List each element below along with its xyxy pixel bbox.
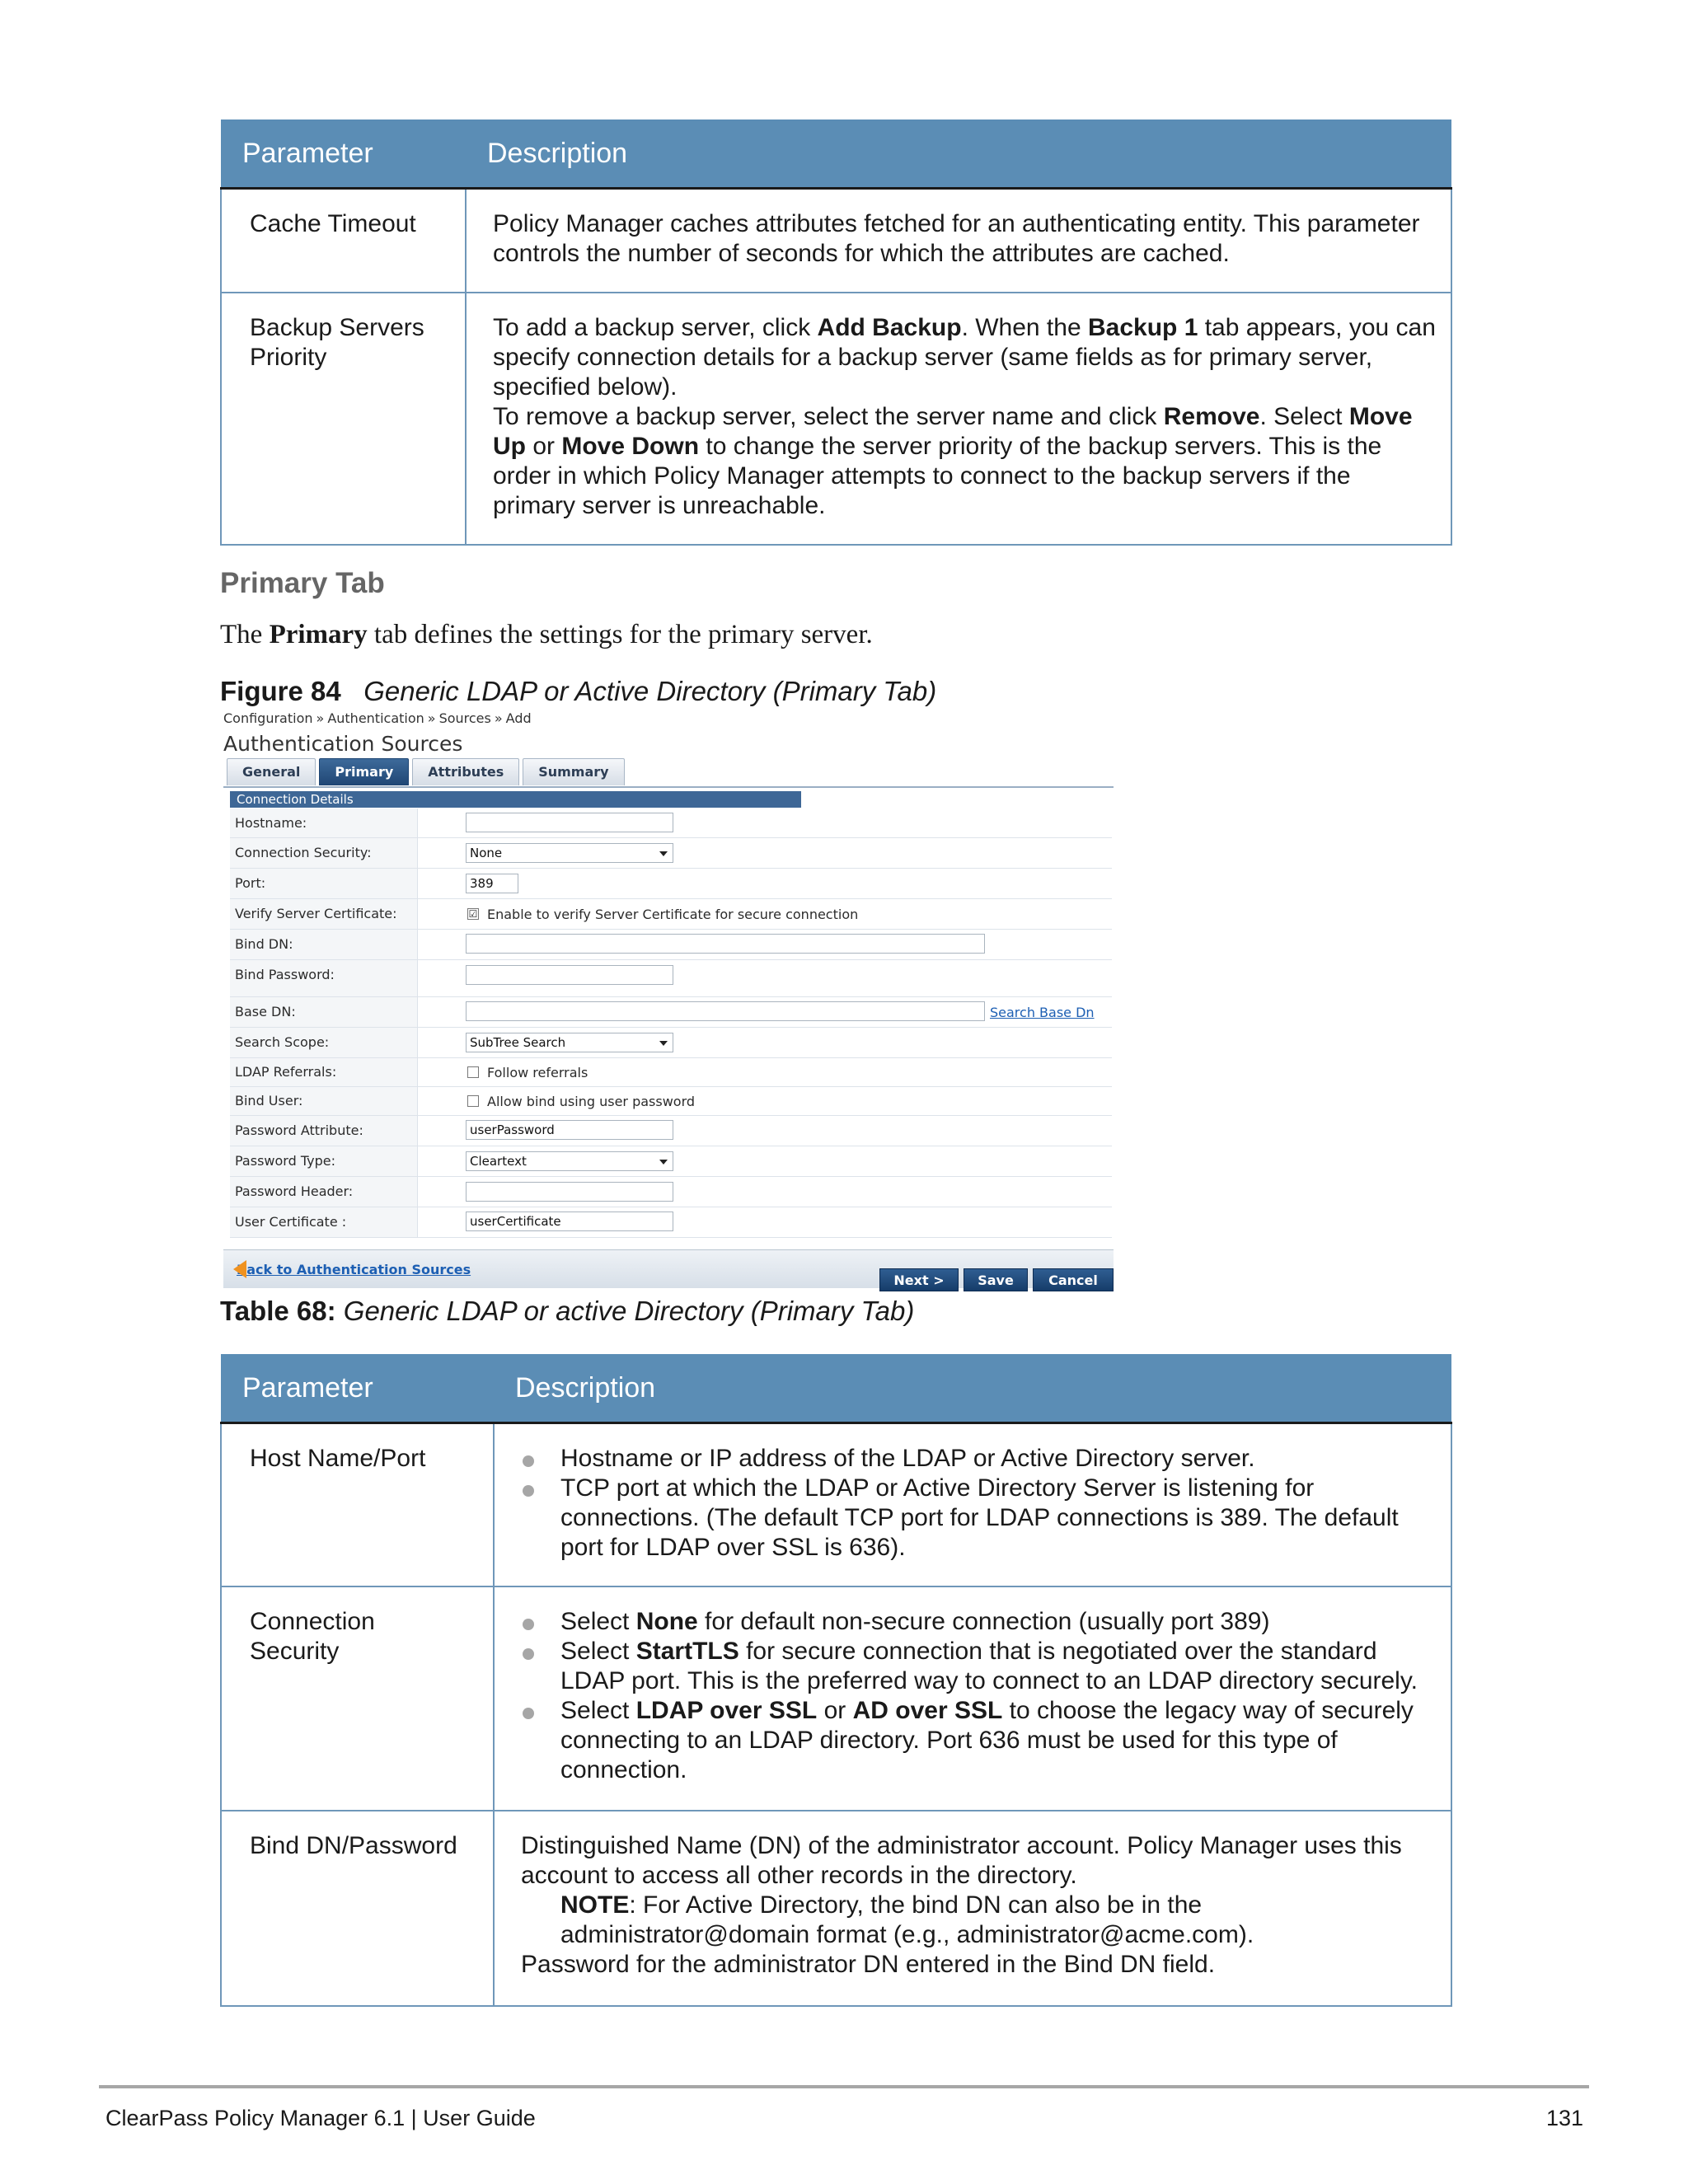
header-description: Description bbox=[494, 1354, 1451, 1423]
table-row bbox=[221, 293, 1451, 545]
breadcrumb-item[interactable]: Authentication bbox=[327, 710, 424, 726]
form-row-password-header bbox=[230, 1177, 1112, 1207]
chevron-down-icon bbox=[659, 851, 668, 856]
password-header-input[interactable] bbox=[466, 1182, 673, 1202]
param-cell bbox=[221, 1811, 494, 2006]
desc-cell bbox=[494, 1586, 1451, 1811]
back-link[interactable]: Back to Authentication Sources bbox=[237, 1262, 471, 1277]
bullet-list bbox=[521, 1444, 1439, 1563]
base-dn-input[interactable] bbox=[466, 1001, 985, 1021]
desc-add-backup: To add a backup server, click Add Backup. When the Backup 1 tab appears, you can specify connection details for a backup server (same fields as for primary server, specified below). bbox=[493, 314, 1436, 401]
desc-cell bbox=[494, 1811, 1451, 2006]
desc-remove-backup: To remove a backup server, select the server name and click Remove. Select Move Up or Move Down to change the server priority of the backup servers. This is the order in which Policy Manager attempts to connect to the backup servers if the primary server is unreachable. bbox=[493, 403, 1413, 519]
breadcrumb-item: Add bbox=[505, 710, 532, 726]
field-label: Password Type: bbox=[230, 1146, 418, 1176]
field-label: Bind User: bbox=[230, 1087, 418, 1115]
password-type-select[interactable]: Cleartext bbox=[466, 1151, 673, 1171]
bind-password-input[interactable] bbox=[466, 965, 673, 985]
param-priority: Priority bbox=[250, 344, 327, 371]
table-caption: Table 68: Generic LDAP or active Directory (Primary Tab) bbox=[220, 1296, 915, 1326]
table-row bbox=[221, 1423, 1451, 1587]
desc-cell bbox=[466, 293, 1451, 545]
note: NOTE: For Active Directory, the bind DN can also be in the administrator@domain format (e.g., administrator@acme.com). bbox=[560, 1891, 1254, 1948]
bullet-list bbox=[521, 1607, 1439, 1785]
user-certificate-input[interactable]: userCertificate bbox=[466, 1212, 673, 1231]
next-button[interactable]: Next > bbox=[879, 1268, 959, 1291]
form-row-password-attribute bbox=[230, 1116, 1112, 1146]
tab-summary[interactable]: Summary bbox=[523, 758, 624, 785]
tab-primary[interactable]: Primary bbox=[319, 758, 409, 785]
verify-cert-checkbox-label: Enable to verify Server Certificate for secure connection bbox=[487, 907, 859, 922]
back-arrow-icon bbox=[233, 1260, 246, 1278]
table-row bbox=[221, 1811, 1451, 2006]
form-row-bind-user bbox=[230, 1087, 1112, 1116]
parameter-table-bottom bbox=[220, 1354, 1452, 2007]
param-cell bbox=[221, 293, 466, 545]
field-label: Verify Server Certificate: bbox=[230, 899, 418, 929]
list-item: Hostname or IP address of the LDAP or Active Directory server. bbox=[521, 1444, 1439, 1474]
figure-caption: Figure 84 Generic LDAP or Active Directory (Primary Tab) bbox=[220, 676, 937, 706]
param-cell bbox=[221, 189, 466, 293]
field-label: Search Scope: bbox=[230, 1028, 418, 1057]
field-label: Bind Password: bbox=[230, 960, 418, 996]
desc-cell bbox=[466, 189, 1451, 293]
parameter-table-top bbox=[220, 120, 1452, 546]
breadcrumb-item[interactable]: Sources bbox=[438, 710, 491, 726]
breadcrumb-separator: » bbox=[427, 710, 436, 726]
port-input[interactable]: 389 bbox=[466, 874, 518, 893]
password-attribute-input[interactable]: userPassword bbox=[466, 1120, 673, 1140]
form-row-port bbox=[230, 869, 1112, 899]
search-scope-select[interactable]: SubTree Search bbox=[466, 1033, 673, 1052]
breadcrumb-separator: » bbox=[316, 710, 325, 726]
param-cell bbox=[221, 1586, 494, 1811]
section-heading: Primary Tab bbox=[220, 567, 385, 599]
table-row bbox=[221, 1586, 1451, 1811]
page-number: 131 bbox=[1546, 2106, 1584, 2130]
search-base-dn-link[interactable]: Search Base Dn bbox=[990, 1005, 1095, 1020]
form-row-base-dn bbox=[230, 997, 1112, 1028]
bind-user-checkbox-label: Allow bind using user password bbox=[487, 1094, 696, 1109]
save-button[interactable]: Save bbox=[964, 1268, 1028, 1291]
tab-bar bbox=[227, 758, 625, 786]
form-row-hostname bbox=[230, 808, 1112, 838]
desc-bind-password: Password for the administrator DN entered in the Bind DN field. bbox=[521, 1951, 1216, 1978]
form-row-user-certificate bbox=[230, 1207, 1112, 1238]
header-description: Description bbox=[466, 120, 1451, 189]
field-label: LDAP Referrals: bbox=[230, 1058, 418, 1086]
tab-divider bbox=[223, 786, 1114, 788]
tab-attributes[interactable]: Attributes bbox=[412, 758, 519, 785]
table-row bbox=[221, 189, 1451, 293]
param-bind-dn-password: Bind DN/Password bbox=[250, 1832, 457, 1859]
chevron-down-icon bbox=[659, 1041, 668, 1046]
header-parameter: Parameter bbox=[221, 1354, 494, 1423]
bind-user-checkbox[interactable] bbox=[467, 1095, 479, 1107]
form-row-ldap-referrals bbox=[230, 1058, 1112, 1087]
param-backup-servers: Backup Servers bbox=[250, 314, 424, 341]
list-item: Select None for default non-secure connection (usually port 389) bbox=[521, 1607, 1439, 1637]
footer-document-title: ClearPass Policy Manager 6.1 | User Guide bbox=[106, 2106, 536, 2130]
connection-security-select[interactable]: None bbox=[466, 843, 673, 863]
breadcrumb bbox=[223, 710, 532, 726]
desc-bind-dn: Distinguished Name (DN) of the administrator account. Policy Manager uses this account to access all other records in the directory. bbox=[521, 1832, 1402, 1889]
bind-dn-input[interactable] bbox=[466, 934, 985, 954]
list-item: Select LDAP over SSL or AD over SSL to choose the legacy way of securely connecting to an LDAP directory. Port 636 must be used for this type of connection. bbox=[521, 1696, 1439, 1785]
footer-divider bbox=[99, 2085, 1589, 2088]
form-footer bbox=[223, 1249, 1114, 1288]
field-label: Port: bbox=[230, 869, 418, 898]
follow-referrals-checkbox-label: Follow referrals bbox=[487, 1065, 588, 1080]
page-title: Authentication Sources bbox=[223, 732, 463, 756]
field-label: User Certificate : bbox=[230, 1207, 418, 1237]
param-cell bbox=[221, 1423, 494, 1587]
hostname-input[interactable] bbox=[466, 813, 673, 832]
body-paragraph: The Primary tab defines the settings for the primary server. bbox=[220, 620, 873, 649]
form-row-search-scope bbox=[230, 1028, 1112, 1058]
field-label: Bind DN: bbox=[230, 930, 418, 959]
form-row-bind-dn bbox=[230, 930, 1112, 960]
field-label: Password Attribute: bbox=[230, 1116, 418, 1146]
param-host-name-port: Host Name/Port bbox=[250, 1445, 426, 1472]
field-label: Password Header: bbox=[230, 1177, 418, 1207]
header-parameter: Parameter bbox=[221, 120, 466, 189]
form-row-connection-security bbox=[230, 838, 1112, 869]
form-row-password-type bbox=[230, 1146, 1112, 1177]
form-row-verify-cert bbox=[230, 899, 1112, 930]
form-row-bind-password bbox=[230, 960, 1112, 997]
list-item: TCP port at which the LDAP or Active Directory Server is listening for connections. (The default TCP port for LDAP connections is 389. The default port for LDAP over SSL is 636). bbox=[521, 1474, 1439, 1563]
param-cache-timeout: Cache Timeout bbox=[250, 210, 416, 237]
breadcrumb-item[interactable]: Configuration bbox=[223, 710, 313, 726]
chevron-down-icon bbox=[659, 1160, 668, 1165]
tab-general[interactable]: General bbox=[227, 758, 316, 785]
desc-cache-timeout: Policy Manager caches attributes fetched for an authenticating entity. This parameter controls the number of seconds for which the attributes are cached. bbox=[493, 210, 1420, 267]
field-label: Hostname: bbox=[230, 808, 418, 837]
field-label: Base DN: bbox=[230, 997, 418, 1027]
breadcrumb-separator: » bbox=[494, 710, 503, 726]
cancel-button[interactable]: Cancel bbox=[1033, 1268, 1114, 1291]
list-item: Select StartTLS for secure connection that is negotiated over the standard LDAP port. This is the preferred way to connect to an LDAP directory securely. bbox=[521, 1637, 1439, 1696]
screenshot-figure bbox=[220, 709, 1114, 1288]
field-label: Connection Security: bbox=[230, 838, 418, 868]
follow-referrals-checkbox[interactable] bbox=[467, 1066, 479, 1078]
section-header-connection-details: Connection Details bbox=[230, 791, 801, 808]
param-connection-security: Connection Security bbox=[250, 1608, 375, 1665]
verify-cert-checkbox[interactable]: ☑ bbox=[468, 908, 478, 920]
desc-cell bbox=[494, 1423, 1451, 1587]
